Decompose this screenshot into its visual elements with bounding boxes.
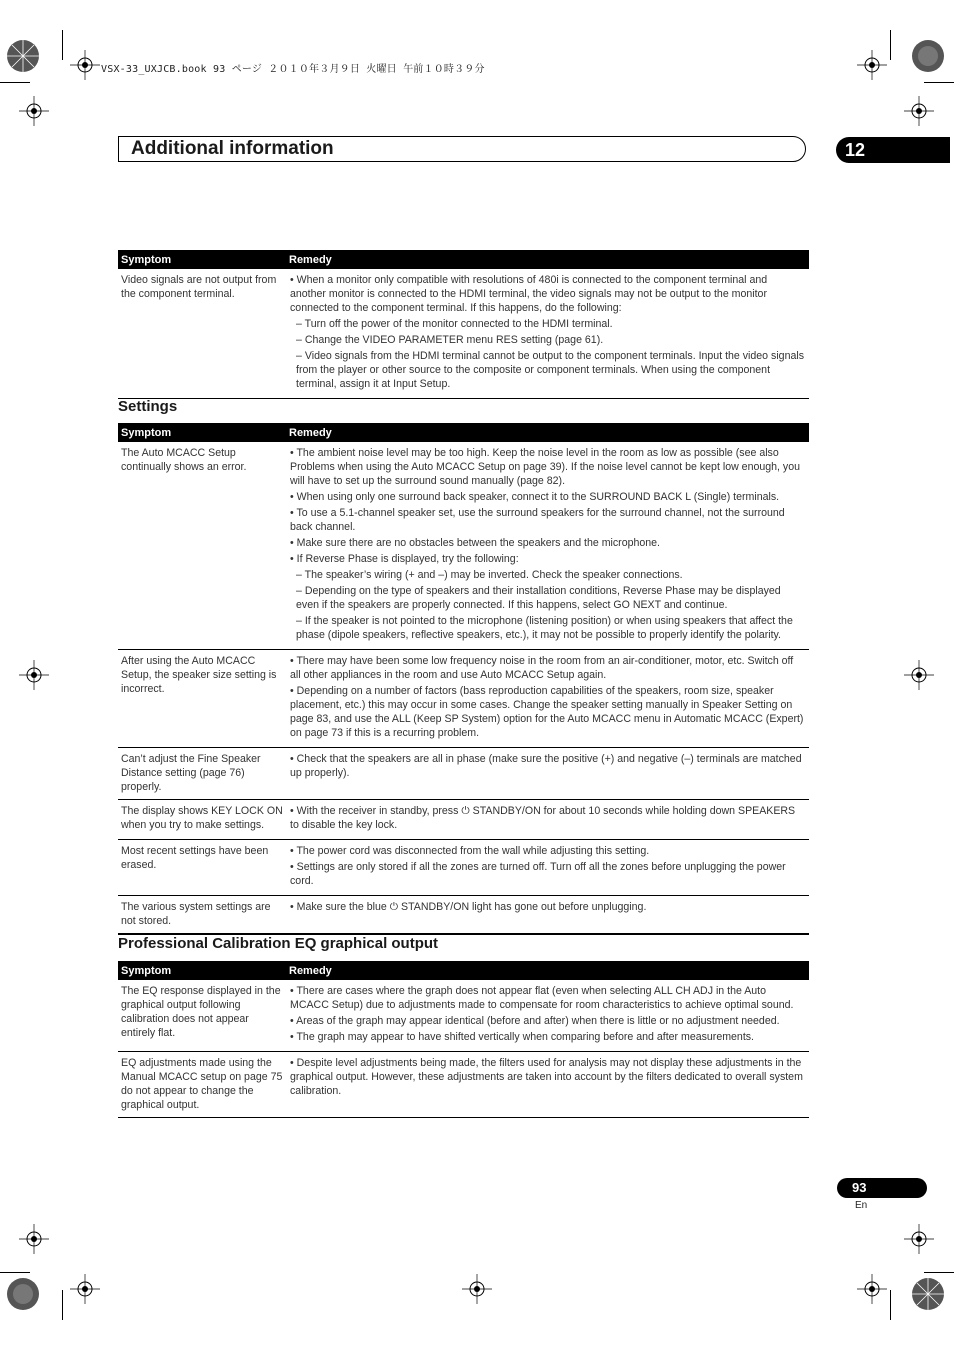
remedy-line: • If Reverse Phase is displayed, try the following: [290,553,519,565]
chapter-number-badge: 12 [836,137,950,163]
remedy-line: • Despite level adjustments being made, the filters used for analysis may not display these adjustments in the graphical output. However, these adjustments are taken into account by the filters dedicated to overall system calibration. [290,1057,803,1097]
table-row [118,840,809,896]
registration-mark-bottom-right [910,1276,946,1312]
symptom-cell: The Auto MCACC Setup continually shows an error. [118,442,286,650]
trim-line [924,82,954,83]
remedy-line: – The speaker’s wiring (+ and –) may be inverted. Check the speaker connections. [296,569,683,581]
remedy-line: • The power cord was disconnected from the wall while adjusting this setting. [290,845,650,857]
remedy-line: • Make sure there are no obstacles between the speakers and the microphone. [290,537,661,549]
table-row [118,980,809,1052]
registration-mark-bottom-left [5,1276,41,1312]
column-header-remedy: Remedy [286,250,809,269]
crosshair-target-icon [19,660,49,690]
remedy-line: – Depending on the type of speakers and their installation conditions, Reverse Phase may be displayed even if the speakers are properly connected. If this happens, select GO NEXT and continue. [296,585,781,611]
remedy-line: – Change the VIDEO PARAMETER menu RES setting (page 61). [296,334,604,346]
remedy-cell [286,896,809,935]
remedy-line: – Video signals from the HDMI terminal cannot be output to the component terminals. Input the video signals from the player or other source to the composite or component terminals. When using the component terminal, assign it at Input Setup. [296,350,804,390]
chapter-header [118,136,806,162]
table-row [118,650,809,748]
trim-line [924,1272,954,1273]
trim-line [0,82,30,83]
remedy-line: • Areas of the graph may appear identical (before and after) when there is little or no adjustment needed. [290,1015,780,1027]
troubleshooting-table-video [118,250,809,399]
crosshair-target-icon [857,1274,887,1304]
column-header-symptom: Symptom [118,961,286,980]
trim-line [890,30,891,60]
troubleshooting-table-settings [118,423,809,935]
column-header-symptom: Symptom [118,250,286,269]
chapter-title: Additional information [131,138,334,159]
troubleshooting-table-pro-eq [118,961,809,1118]
crosshair-target-icon [857,50,887,80]
registration-mark-top-right [910,38,946,74]
remedy-cell [286,840,809,896]
table-row [118,269,809,399]
crosshair-target-icon [19,1224,49,1254]
trim-line [890,1290,891,1320]
symptom-cell: After using the Auto MCACC Setup, the speaker size setting is incorrect. [118,650,286,748]
crosshair-target-icon [904,1224,934,1254]
file-meta-line: VSX-33_UXJCB.book 93 ページ ２０１０年３月９日 火曜日 午前１０時３９分 [101,64,485,75]
table-row [118,442,809,650]
remedy-cell [286,800,809,840]
crosshair-target-icon [462,1274,492,1304]
table-row [118,1052,809,1118]
remedy-line: • Depending on a number of factors (bass reproduction capabilities of the speakers, room size, speaker placement, etc.) this may occur in some cases. Change the speaker setting manually in Speaker Setting on page 83, and use the ALL (Keep SP System) option for the Auto MCACC menu in Automatic MCACC (Expert) on page 73 if this is a recurring problem. [290,685,804,739]
remedy-line: • Settings are only stored if all the zones are turned off. Turn off all the zones before unplugging the power cord. [290,861,786,887]
section-title-pro-eq: Professional Calibration EQ graphical output [118,935,439,952]
table-row [118,748,809,800]
symptom-cell: The display shows KEY LOCK ON when you try to make settings. [118,800,286,840]
page-number-badge: 93 [837,1178,927,1198]
symptom-cell: Video signals are not output from the component terminal. [118,269,286,399]
symptom-cell: The various system settings are not stored. [118,896,286,935]
remedy-line: • Make sure the blue ⏻ STANDBY/ON light has gone out before unplugging. [290,901,647,913]
remedy-line: – If the speaker is not pointed to the microphone (listening position) or when using speakers that affect the phase (dipole speakers, reflective speakers, etc.), it may not be possible to properly identify the polarity. [296,615,793,641]
remedy-line: • When using only one surround back speaker, connect it to the SURROUND BACK L (Single) terminals. [290,491,780,503]
remedy-line: • The graph may appear to have shifted vertically when comparing before and after measurements. [290,1031,755,1043]
crosshair-target-icon [70,1274,100,1304]
symptom-cell: EQ adjustments made using the Manual MCACC setup on page 75 do not appear to change the graphical output. [118,1052,286,1118]
remedy-line: • With the receiver in standby, press ⏻ STANDBY/ON for about 10 seconds while holding down SPEAKERS to disable the key lock. [290,805,796,831]
symptom-cell: Can’t adjust the Fine Speaker Distance setting (page 76) properly. [118,748,286,800]
remedy-cell [286,650,809,748]
remedy-line: • Check that the speakers are all in phase (make sure the positive (+) and negative (–) terminals are matched up properly). [290,753,802,779]
remedy-cell [286,980,809,1052]
trim-line [0,1272,30,1273]
section-title-settings: Settings [118,398,178,415]
crosshair-target-icon [904,96,934,126]
trim-line [62,30,63,60]
column-header-remedy: Remedy [286,961,809,980]
remedy-cell [286,748,809,800]
table-row [118,800,809,840]
crosshair-target-icon [19,96,49,126]
remedy-cell [286,269,809,399]
remedy-line: • There may have been some low frequency noise in the room from an air-conditioner, motor, etc. Switch off all other appliances in the room and use Auto MCACC Setup again. [290,655,794,681]
remedy-cell [286,1052,809,1118]
remedy-line: • The ambient noise level may be too high. Keep the noise level in the room as low as possible (see also Problems when using the Auto MCACC Setup on page 39). If the noise level cannot be kept low enough, you will have to set up the surround sound manually (page 82). [290,447,800,487]
remedy-line: • When a monitor only compatible with resolutions of 480i is connected to the component terminal and another monitor is connected to the HDMI terminal, the video signals may not be output to the monitor connected to the component terminal. If this happens, do the following: [290,274,768,314]
symptom-cell: Most recent settings have been erased. [118,840,286,896]
symptom-cell: The EQ response displayed in the graphical output following calibration does not appear entirely flat. [118,980,286,1052]
remedy-cell [286,442,809,650]
crosshair-target-icon [70,50,100,80]
column-header-symptom: Symptom [118,423,286,442]
language-label: En [855,1200,868,1211]
remedy-line: – Turn off the power of the monitor connected to the HDMI terminal. [296,318,613,330]
remedy-line: • To use a 5.1-channel speaker set, use the surround speakers for the surround channel, not the surround back channel. [290,507,785,533]
crosshair-target-icon [904,660,934,690]
remedy-line: • There are cases where the graph does not appear flat (even when selecting ALL CH ADJ in the Auto MCACC Setup) due to adjustments made to compensate for room characteristics to achieve optimal sound. [290,985,794,1011]
trim-line [62,1290,63,1320]
registration-mark-top-left [5,38,41,74]
table-row [118,896,809,935]
column-header-remedy: Remedy [286,423,809,442]
